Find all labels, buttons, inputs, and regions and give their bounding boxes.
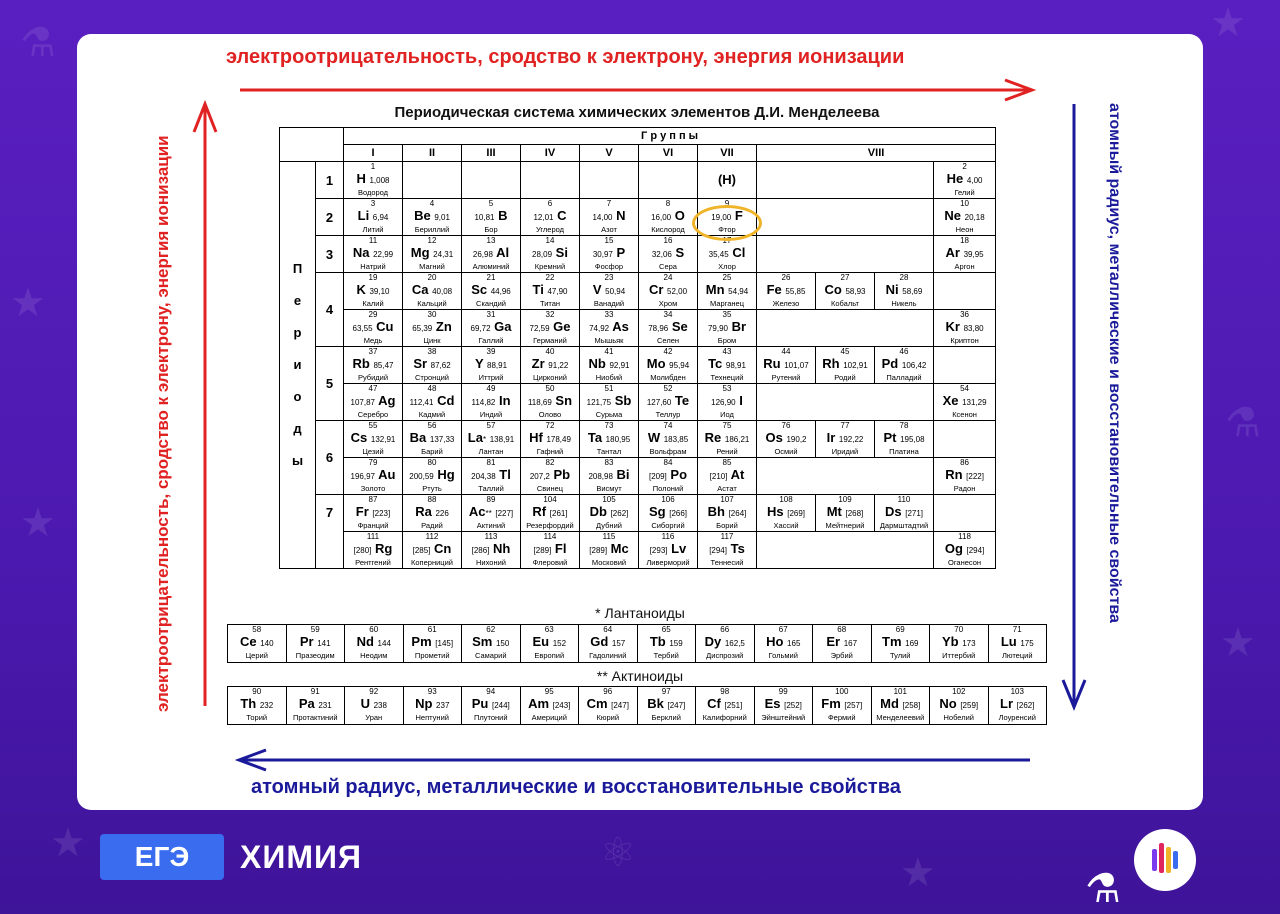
bottom-label: атомный радиус, металлические и восстановительные свойства bbox=[251, 776, 901, 798]
period-2: 2 bbox=[316, 199, 344, 236]
top-arrow-right bbox=[240, 80, 1040, 100]
element-cell: 5 10,81 B Бор bbox=[462, 199, 521, 236]
period-6: 6 bbox=[316, 421, 344, 495]
element-cell: 3 Li 6,94 Литий bbox=[344, 199, 403, 236]
top-label: электроотрицательность, сродство к электрону, энергия ионизации bbox=[226, 46, 905, 68]
lanthanides-table: 58 Ce 140 Церий 59 Pr 141 Празеодим 60 Nd 144 Неодим 61 Pm [145] Прометий 62 Sm 150 Самарий 63 Eu 152 Европий 64 Gd 157 Гадолиний 65 Tb 159 Тербий 66 Dy 162,5 Диспрозий 67 Ho 165 Гольмий 68 Er 167 Эрбий 69 Tm 169 Тулий 70 Yb 173 Иттербий 71 Lu 175 Лютеций bbox=[227, 624, 1047, 663]
bottom-arrow-left bbox=[236, 750, 1036, 770]
group-2: II bbox=[403, 145, 462, 162]
actinides-label: ** Актиноиды bbox=[596, 668, 684, 684]
period-3: 3 bbox=[316, 236, 344, 273]
brand-logo bbox=[1134, 829, 1196, 891]
group-4: IV bbox=[521, 145, 580, 162]
element-cell: 1 H 1,008 Водород bbox=[344, 162, 403, 199]
groups-header: Г р у п п ы bbox=[344, 128, 996, 145]
group-8: VIII bbox=[757, 145, 996, 162]
flask-icon: ⚗ bbox=[1085, 867, 1121, 911]
lanthanides-label: * Лантаноиды bbox=[595, 605, 685, 621]
element-cell-fluorine: 9 19,00 F Фтор bbox=[698, 199, 757, 236]
element-cell: 8 16,00 O Кислород bbox=[639, 199, 698, 236]
group-7: VII bbox=[698, 145, 757, 162]
left-label: электроотрицательность, сродство к электрону, энергия ионизации bbox=[153, 135, 172, 712]
element-cell: 4 Be 9,01 Бериллий bbox=[403, 199, 462, 236]
actinides-table: 90 Th 232 Торий 91 Pa 231 Протактиний 92 U 238 Уран 93 Np 237 Нептуний 94 Pu [244] Плутоний 95 Am [243] Америций 96 Cm [247] Кюрий 97 Bk [247] Берклий 98 Cf [251] Калифорний 99 Es [252] Эйнштейний 100 Fm [257] Фермий 101 Md [258] Менделеевий 102 No [259] Нобелий 103 Lr [262] Лоуренсий bbox=[227, 686, 1047, 725]
subject-title: ХИМИЯ bbox=[240, 839, 362, 875]
period-1: 1 bbox=[316, 162, 344, 199]
group-1: I bbox=[344, 145, 403, 162]
hydrogen-vii: (H) bbox=[717, 172, 737, 187]
group-3: III bbox=[462, 145, 521, 162]
period-7: 7 bbox=[316, 495, 344, 569]
period-5: 5 bbox=[316, 347, 344, 421]
left-arrow-up bbox=[193, 102, 217, 708]
right-label: атомный радиус, металлические и восстановительные свойства bbox=[1106, 103, 1123, 623]
exam-badge: ЕГЭ bbox=[100, 834, 224, 880]
group-5: V bbox=[580, 145, 639, 162]
periods-label: П е р и о д ы bbox=[280, 162, 316, 569]
element-cell: 10 Ne 20,18 Неон bbox=[934, 199, 996, 236]
fluorine-highlight-ring bbox=[692, 205, 762, 241]
element-cell: 2 He 4,00 Гелий bbox=[934, 162, 996, 199]
right-arrow-down bbox=[1062, 104, 1086, 710]
periodic-table: Г р у п п ы I II III IV V VI VII VIII П е р и о д ы 1 1 H 1,008 Водород (H) 2 He 4,00 Гелий 2 3 Li 6,94 Литий 4 Be 9,01 Бериллий 5 10,81 B Бор 6 12,01 C Углерод 7 14,00 N Азот 8 16,00 O Кислород 9 19,00 F Фтор 10 Ne 20,18 Неон 3 11 Na 22,99 Натрий 12 Mg 24,31 Магний 13 26,98 Al Алюминий 14 28,09 Si Кремний 15 30,97 P Фосфор 16 32,06 S Сера 17 35,45 Cl Хлор 18 Ar 39,95 Аргон 4 19 K 39,10 Калий 20 Ca 40,08 Кальций 21 Sc 44,96 Скандий 22 Ti 47,90 Титан 23 V 50,94 Ванадий 24 Cr 52,00 Хром 25 Mn 54,94 Марганец 26 Fe 55,85 Железо 27 Co 58,93 Кобальт 28 Ni 58,69 Никель 29 63,55 Cu Медь 30 65,39 Zn Цинк 31 69,72 Ga Галлий 32 72,59 Ge Германий 33 74,92 As Мышьяк 34 78,96 Se Селен 35 79,90 Br Бром 36 Kr 83,80 Криптон 5 37 Rb 85,47 Рубидий 38 Sr 87,62 Стронций 39 Y 88,91 Иттрий 40 Zr 91,22 Цирконий 41 Nb 92,91 Ниобий 42 Mo 95,94 Молибден 43 Tc 98,91 Технеций 44 Ru 101,07 Рутений 45 Rh 102,91 Родий 46 Pd 106,42 Палладий 47 107,87 Ag Серебро 48 112,41 Cd Кадмий 49 114,82 In Индий 50 118,69 Sn Олово 51 121,75 Sb Сурьма 52 127,60 Te Теллур 53 126,90 I Иод 54 Xe 131,29 Ксенон 6 55 Cs 132,91 Цезий 56 Ba 137,33 Барий 57 La* 138,91 Лантан 72 Hf 178,49 Гафний 73 Ta 180,95 Тантал 74 W 183,85 Вольфрам 75 Re 186,21 Рений 76 Os 190,2 Осмий 77 Ir 192,22 Иридий 78 Pt 195,08 Платина 79 196,97 Au Золото 80 200,59 Hg Ртуть 81 204,38 Tl Таллий 82 207,2 Pb Свинец 83 208,98 Bi Висмут 84 [209] Po Полоний 85 [210] At Астат 86 Rn [222] Радон 7 87 Fr [223] Франций 88 Ra 226 Радий 89 Ac** [227] Актиний 104 Rf [261] Резерфордий 105 Db [262] Дубний 106 Sg [266] Сиборгий 107 Bh [264] Борий 108 Hs [269] Хассий 109 Mt [268] Мейтнерий 110 Ds [271] Дармштадтий 111 [280] Rg Рентгений 112 [285] Cn Коперниций 113 [286] Nh Нихоний 114 [289] Fl Флеровий 115 [289] Mc Московий 116 [293] Lv Ливерморий 117 [294] Ts Теннесий 118 Og [294] Оганесон bbox=[279, 127, 996, 569]
period-4: 4 bbox=[316, 273, 344, 347]
group-6: VI bbox=[639, 145, 698, 162]
table-title: Периодическая система химических элементов Д.И. Менделеева bbox=[394, 104, 880, 121]
element-cell: 6 12,01 C Углерод bbox=[521, 199, 580, 236]
corner-cell bbox=[280, 128, 344, 162]
element-cell: 7 14,00 N Азот bbox=[580, 199, 639, 236]
